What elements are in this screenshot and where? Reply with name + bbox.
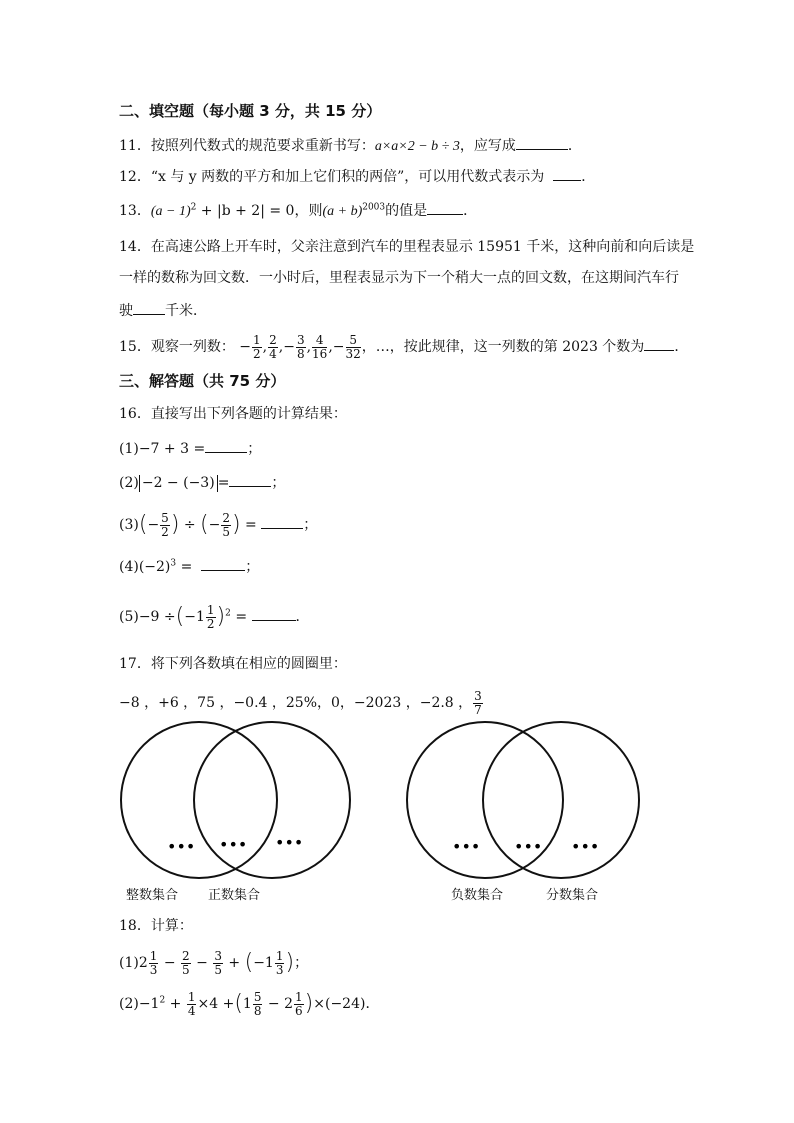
answer-blank[interactable]	[133, 302, 165, 315]
dots-fraction: •••	[571, 837, 600, 856]
question-17-title: 17．将下列各数填在相应的圆圈里：	[119, 656, 347, 672]
question-16-part-5: (5)−9 ÷(−1 $\frac{1}{2}$ )$^2$ = ．	[119, 603, 310, 631]
fraction: $\frac{2}{4}$	[269, 333, 277, 361]
answer-blank[interactable]	[427, 202, 463, 215]
question-14-line-1: 14．在高速公路上开车时，父亲注意到汽车的里程表显示 15951 千米，这种向前和向后读是	[119, 239, 695, 255]
answer-blank[interactable]	[553, 168, 581, 181]
question-11: 11．按照列代数式的规范要求重新书写：a×a×2 − b ÷ 3，应写成 ．	[119, 138, 582, 154]
fraction: $\frac{1}{2}$	[206, 603, 215, 631]
dots-integer: •••	[167, 837, 196, 856]
question-17-numbers: −8 ，+6 ，75 ，−0.4 ，25%，0，−2023 ，−2.8 ， $\frac{3}{7}$	[119, 689, 482, 717]
question-18-part-1: (1)2 $\frac{1}{3}$ − $\frac{2}{5}$ − $\frac{3}{5}$ + (−1 $\frac{1}{3}$ )；	[119, 949, 309, 977]
dots-negative: •••	[452, 837, 481, 856]
fraction: $\frac{1}{3}$	[149, 949, 158, 977]
label-integer-set: 整数集合	[126, 888, 179, 903]
question-12: 12．“x 与 y 两数的平方和加上它们积的两倍”，可以用代数式表示为 ．	[119, 169, 596, 185]
question-16-part-1: (1)−7 + 3 = ；	[119, 441, 262, 457]
question-16-part-2: (2) −2 − (−3) = ；	[119, 474, 286, 491]
integer-set-circle[interactable]	[121, 722, 277, 878]
answer-blank[interactable]	[644, 338, 674, 351]
answer-blank[interactable]	[516, 137, 568, 150]
fraction: $\frac{1}{6}$	[295, 990, 303, 1018]
fraction: $\frac{3}{7}$	[474, 689, 482, 717]
fraction: $\frac{4}{16}$	[312, 333, 328, 361]
question-18-title: 18．计算：	[119, 918, 193, 934]
question-18-part-2: $(2)-1^2$ + $\frac{1}{4}$ ×4 +(1 $\frac{5}{8}$ − 2 $\frac{1}{6}$ )×(−24)．	[119, 990, 380, 1018]
answer-blank[interactable]	[201, 558, 245, 571]
fraction: $\frac{5}{32}$	[345, 333, 361, 361]
answer-blank[interactable]	[205, 440, 247, 453]
dots-positive: •••	[275, 833, 304, 852]
dots-negative-fraction: •••	[514, 837, 543, 856]
answer-blank[interactable]	[261, 516, 303, 529]
question-15: 15．观察一列数： − $\frac{1}{2}$ , $\frac{2}{4}$ ,− $\frac{3}{8}$ , $\frac{4}{16}$ ,− $\frac{5}{32}$ ，…，按此规律，这一列数的第 2023 个数为 ．	[119, 333, 689, 361]
fraction: $\frac{2}{5}$	[182, 949, 190, 977]
question-16-title: 16．直接写出下列各题的计算结果：	[119, 406, 347, 422]
fraction: $\frac{5}{8}$	[253, 990, 262, 1018]
fraction: $\frac{2}{5}$	[222, 511, 231, 539]
fraction-set-circle[interactable]	[483, 722, 639, 878]
fraction: $\frac{1}{2}$	[253, 333, 261, 361]
fraction: $\frac{3}{5}$	[214, 949, 222, 977]
section-2-title: 二、填空题（每小题 3 分，共 15 分）	[119, 102, 382, 120]
fraction: $\frac{5}{2}$	[161, 511, 169, 539]
positive-set-circle[interactable]	[194, 722, 350, 878]
fraction: $\frac{3}{8}$	[296, 333, 305, 361]
fraction: $\frac{1}{4}$	[187, 990, 196, 1018]
answer-blank[interactable]	[229, 474, 271, 487]
question-16-part-3: (3)(− $\frac{5}{2}$ ) ÷ (− $\frac{2}{5}$ ) = ；	[119, 511, 318, 539]
section-3-title: 三、解答题（共 75 分）	[119, 372, 286, 390]
question-13: 13．$(a - 1)^2 + |b + 2| = 0$，则$(a + b)^{2003}$的值是 ．	[119, 202, 478, 219]
label-negative-set: 负数集合	[451, 888, 504, 903]
dots-integer-positive: •••	[219, 835, 248, 854]
question-14-line-3: 驶 千米．	[119, 303, 207, 319]
question-16-part-4: $(4)(-2)^3$ = ；	[119, 558, 260, 575]
venn-diagrams	[115, 715, 655, 885]
question-14-line-2: 一样的数称为回文数．一小时后，里程表显示为下一个稍大一点的回文数，在这期间汽车行	[119, 270, 679, 286]
label-fraction-set: 分数集合	[546, 888, 599, 903]
label-positive-set: 正数集合	[208, 888, 261, 903]
fraction: $\frac{1}{3}$	[275, 949, 284, 977]
answer-blank[interactable]	[252, 608, 296, 621]
